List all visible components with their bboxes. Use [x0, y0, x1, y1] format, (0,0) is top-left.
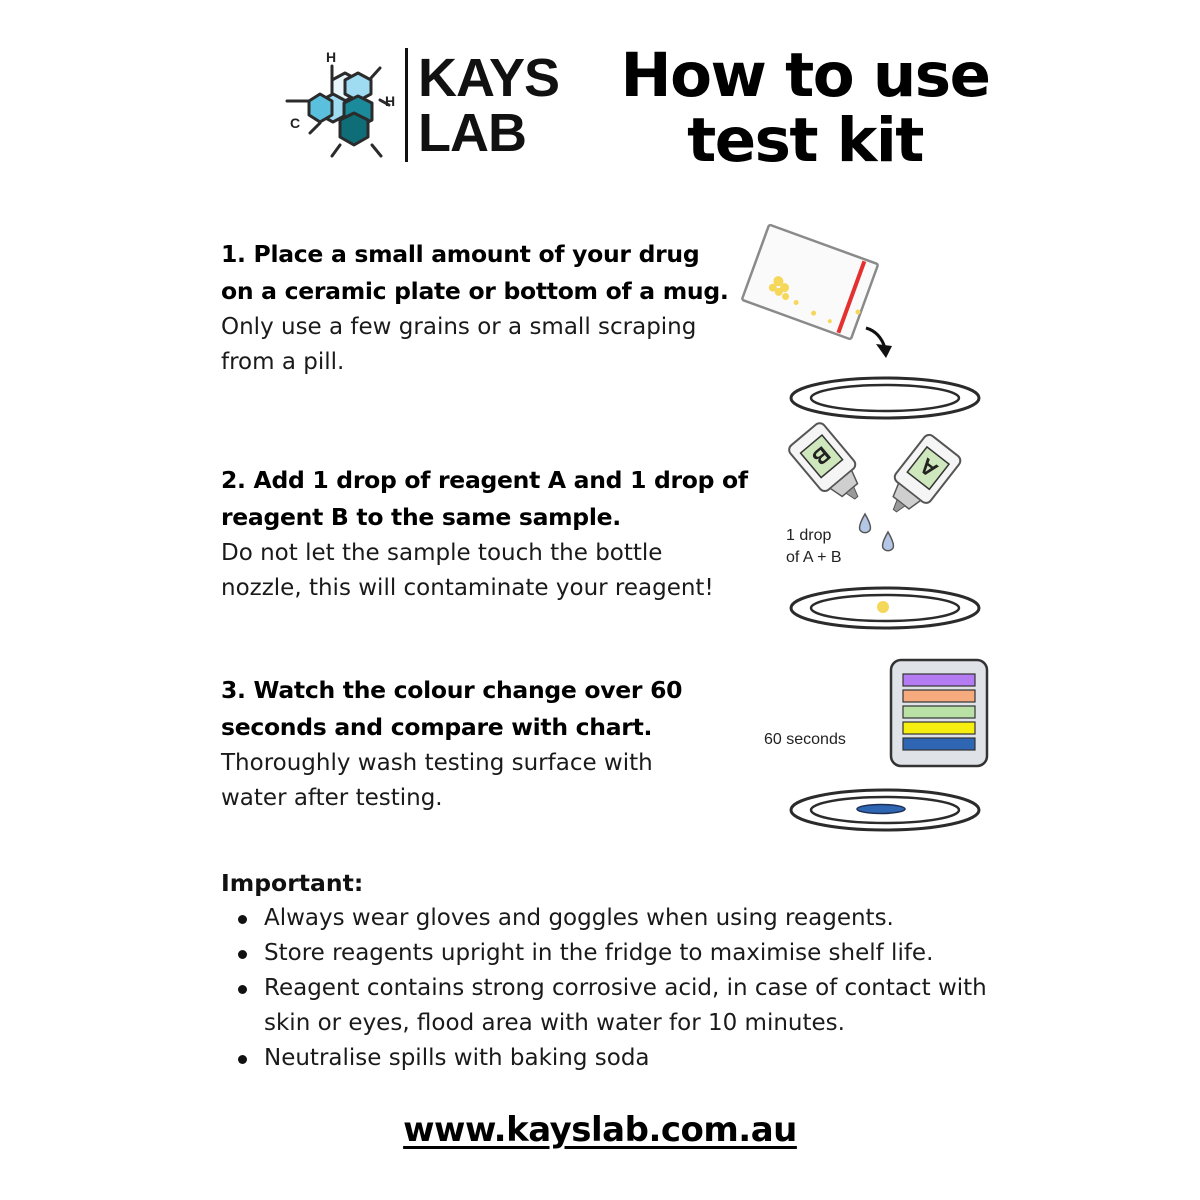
result-spot [857, 805, 905, 814]
kays-lab-logo-icon [282, 48, 400, 160]
bullet-icon [238, 915, 247, 924]
sample-powder [877, 601, 889, 613]
colour-chart-icon [891, 660, 987, 766]
logo-letter-c: C [290, 115, 301, 131]
page-title-line1: How to use [620, 40, 990, 111]
reagent-bottle-b-icon [787, 421, 873, 512]
step1-detail-line2: from a pill. [221, 349, 345, 375]
plate-2-icon [791, 588, 979, 628]
logo-letter-h-top: H [326, 49, 337, 65]
list-item: Reagent contains strong corrosive acid, in case of contact with skin or eyes, flood area with water for 10 minutes. [234, 971, 994, 1041]
step3-detail-line1: Thoroughly wash testing surface with [221, 750, 653, 776]
step2-heading-line1: 2. Add 1 drop of reagent A and 1 drop of [221, 466, 748, 494]
logo-letter-h-right: H [385, 93, 396, 109]
drop-a-icon [883, 532, 894, 551]
drop-label-line2: of A + B [786, 549, 842, 566]
bottle-b-label: B [807, 441, 836, 471]
reagent-bottle-a-icon [878, 433, 963, 525]
list-item: Always wear gloves and goggles when using reagents. [234, 901, 994, 936]
brand-name-line2: LAB [418, 103, 526, 163]
instruction-illustrations [740, 220, 1000, 840]
website-link[interactable]: www.kayslab.com.au [403, 1110, 797, 1150]
plate-3-icon [791, 790, 979, 830]
list-item: Store reagents upright in the fridge to maximise shelf life. [234, 936, 994, 971]
important-heading: Important: [221, 869, 364, 897]
page-title-line2: test kit [687, 105, 923, 176]
timer-label: 60 seconds [764, 731, 846, 748]
important-list [234, 901, 994, 1076]
brand-name-line1: KAYS [418, 48, 560, 108]
bullet-icon [238, 985, 247, 994]
step1-detail-line1: Only use a few grains or a small scraping [221, 314, 697, 340]
list-item: Neutralise spills with baking soda [234, 1041, 994, 1076]
step3-detail-line2: water after testing. [221, 785, 443, 811]
plate-1-icon [791, 378, 979, 418]
step1-heading-line2: on a ceramic plate or bottom of a mug. [221, 277, 729, 305]
step3-heading-line2: seconds and compare with chart. [221, 713, 653, 741]
bullet-icon [238, 950, 247, 959]
step2-heading-line2: reagent B to the same sample. [221, 503, 621, 531]
drop-b-icon [860, 514, 871, 533]
step3-heading-line1: 3. Watch the colour change over 60 [221, 676, 683, 704]
step2-detail-line1: Do not let the sample touch the bottle [221, 540, 663, 566]
drop-label-line1: 1 drop [786, 527, 832, 544]
sample-bag-icon [742, 225, 878, 340]
step1-heading-line1: 1. Place a small amount of your drug [221, 240, 700, 268]
step2-detail-line2: nozzle, this will contaminate your reagent! [221, 575, 714, 601]
bottle-a-label: A [914, 452, 943, 483]
arrow-head [876, 344, 892, 358]
logo-divider [405, 48, 408, 162]
bullet-icon [238, 1055, 247, 1064]
